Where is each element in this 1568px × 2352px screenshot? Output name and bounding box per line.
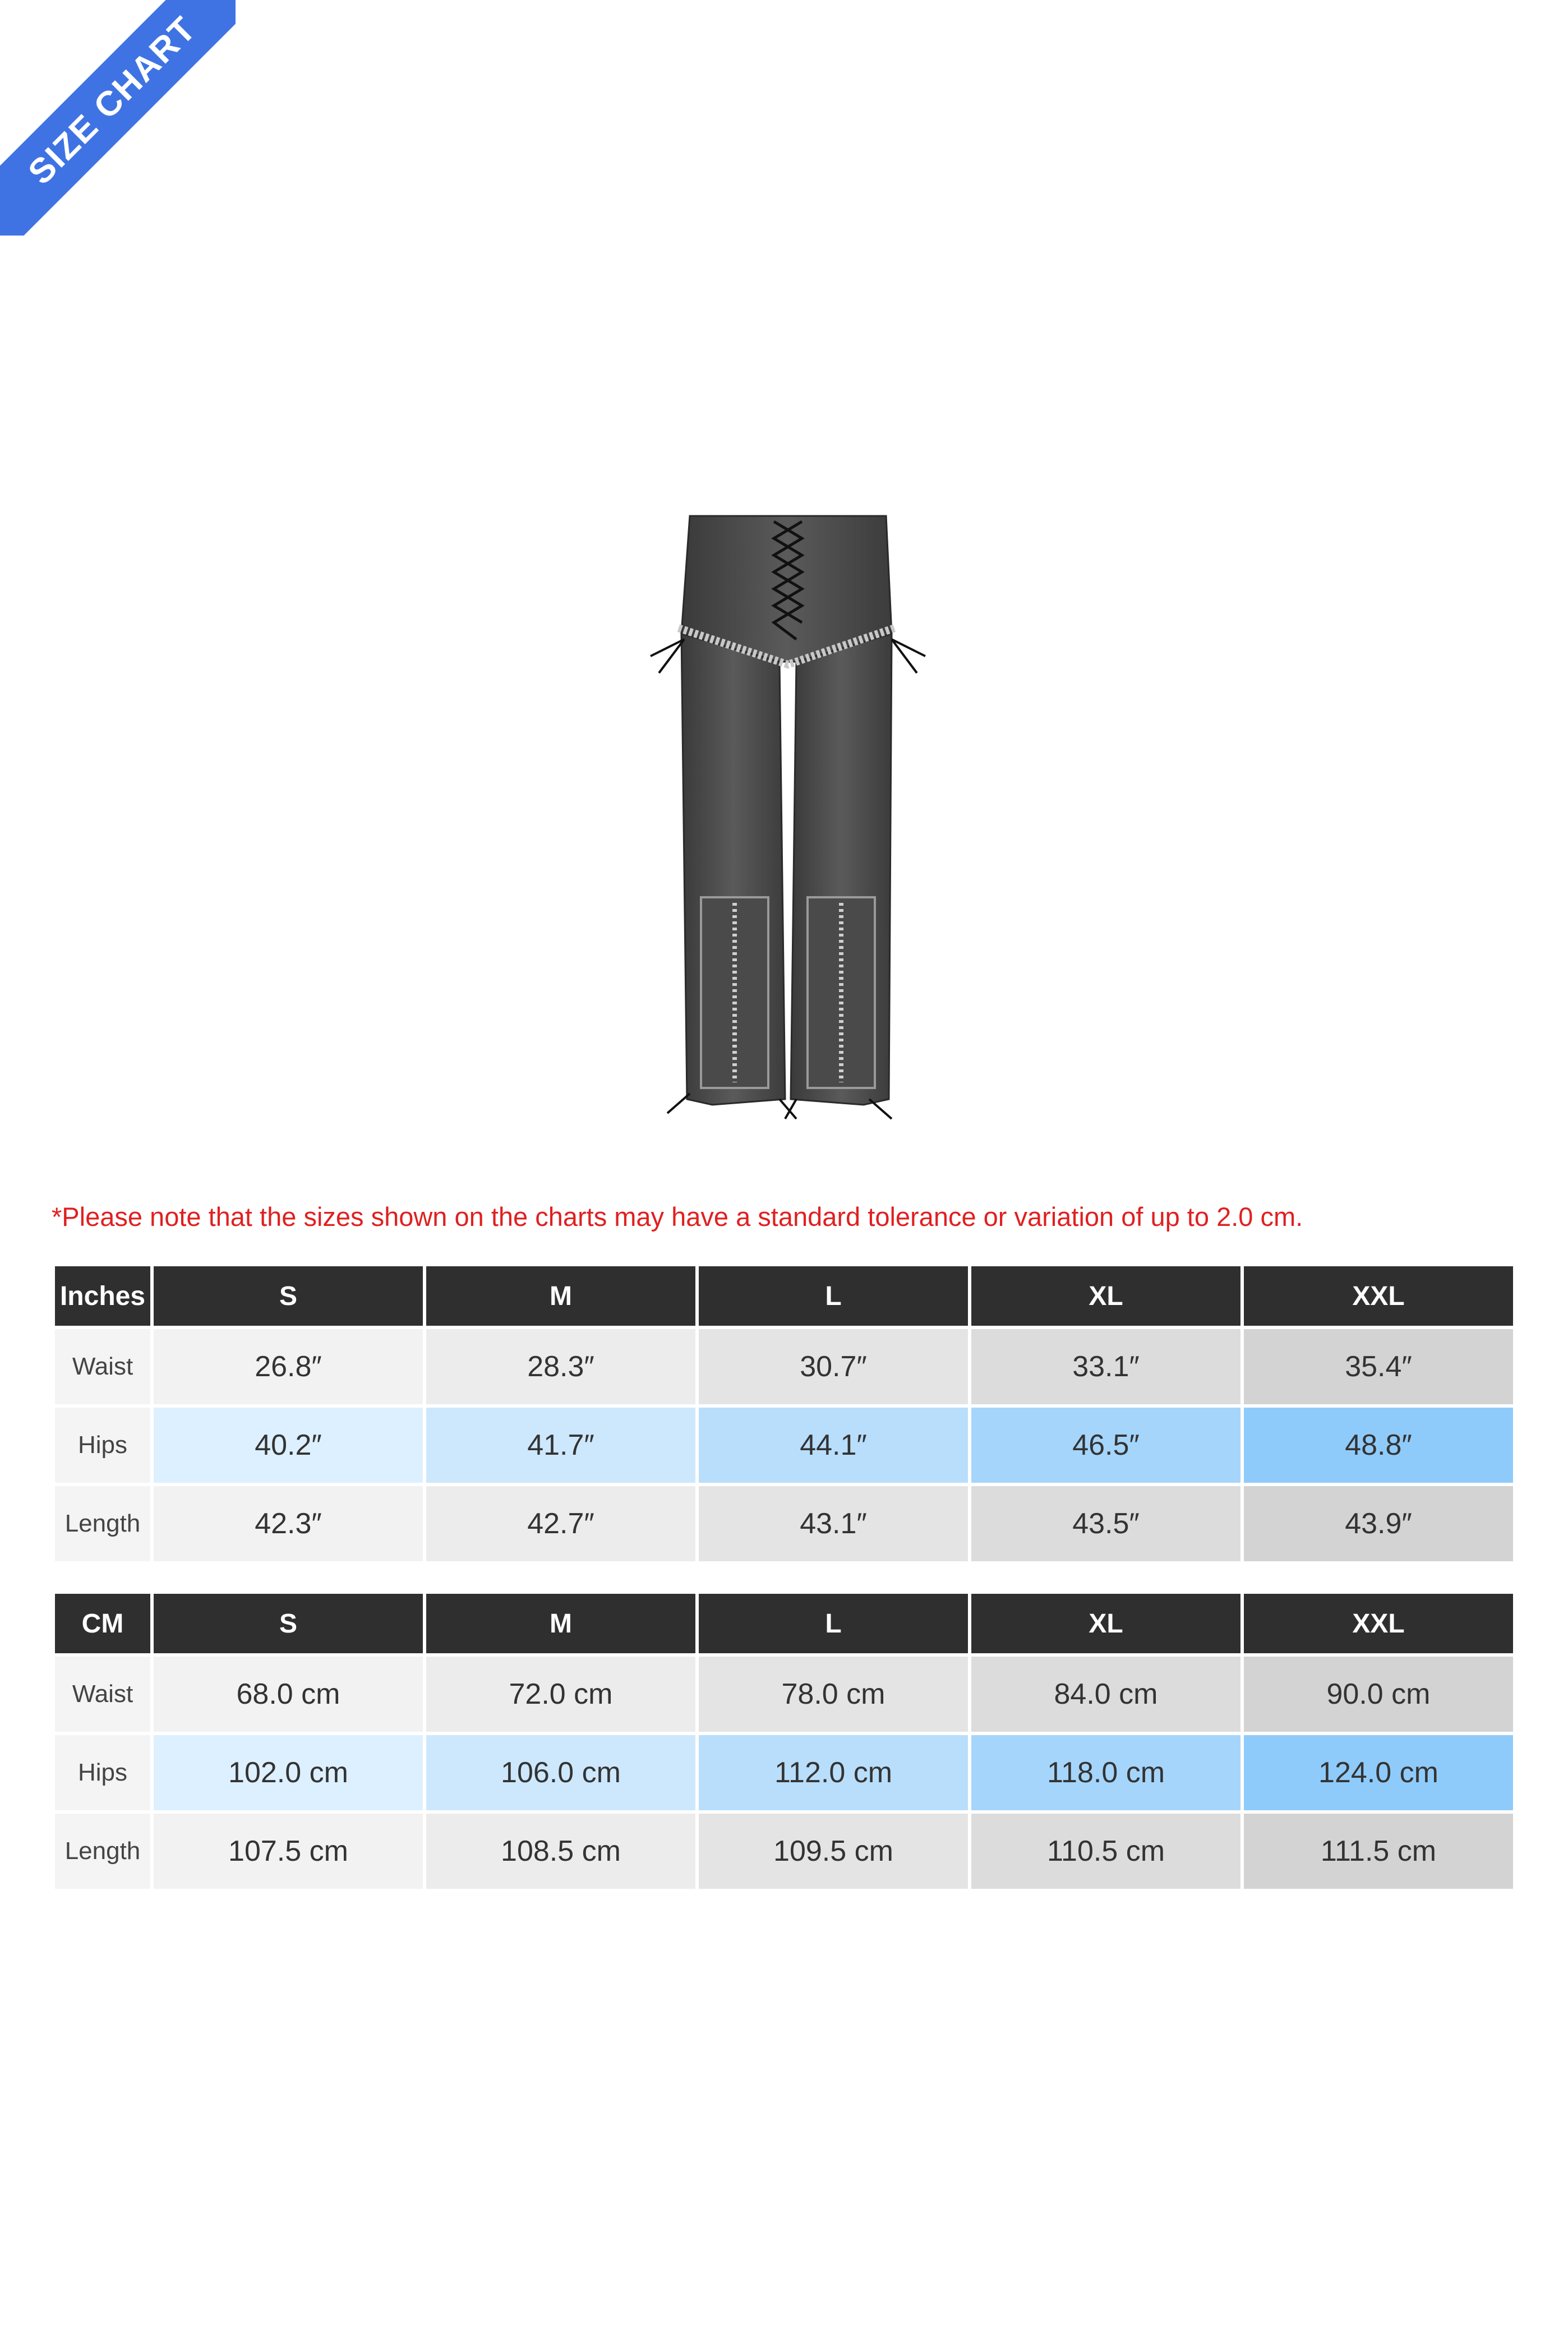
- table-cell: 78.0 cm: [699, 1657, 968, 1732]
- table-cell: 43.9″: [1244, 1486, 1513, 1561]
- size-header: XL: [971, 1266, 1240, 1326]
- cm-size-table: [52, 1590, 1516, 1892]
- table-cell: 102.0 cm: [154, 1735, 423, 1810]
- row-label: Hips: [55, 1408, 150, 1483]
- table-header-row: [55, 1266, 1513, 1326]
- row-label: Waist: [55, 1329, 150, 1404]
- table-cell: 124.0 cm: [1244, 1735, 1513, 1810]
- row-label: Length: [55, 1486, 150, 1561]
- table-cell: 41.7″: [426, 1408, 695, 1483]
- jeans-icon: [628, 505, 942, 1133]
- inches-size-table: [52, 1263, 1516, 1565]
- size-header: S: [154, 1594, 423, 1653]
- table-cell: 48.8″: [1244, 1408, 1513, 1483]
- size-chart-badge: [0, 0, 236, 236]
- table-cell: 106.0 cm: [426, 1735, 695, 1810]
- size-header: XL: [971, 1594, 1240, 1653]
- table-row: [55, 1814, 1513, 1889]
- table-cell: 72.0 cm: [426, 1657, 695, 1732]
- table-cell: 33.1″: [971, 1329, 1240, 1404]
- size-header: M: [426, 1266, 695, 1326]
- table-cell: 90.0 cm: [1244, 1657, 1513, 1732]
- size-header: M: [426, 1594, 695, 1653]
- row-label: Waist: [55, 1657, 150, 1732]
- table-header-row: [55, 1594, 1513, 1653]
- table-cell: 110.5 cm: [971, 1814, 1240, 1889]
- table-row: [55, 1408, 1513, 1483]
- table-cell: 68.0 cm: [154, 1657, 423, 1732]
- table-row: [55, 1657, 1513, 1732]
- table-cell: 111.5 cm: [1244, 1814, 1513, 1889]
- table-cell: 118.0 cm: [971, 1735, 1240, 1810]
- table-row: [55, 1486, 1513, 1561]
- table-cell: 35.4″: [1244, 1329, 1513, 1404]
- unit-label: Inches: [55, 1266, 150, 1326]
- table-cell: 42.3″: [154, 1486, 423, 1561]
- table-cell: 43.5″: [971, 1486, 1240, 1561]
- size-chart-badge-label: SIZE CHART: [0, 0, 236, 236]
- table-cell: 108.5 cm: [426, 1814, 695, 1889]
- row-label: Hips: [55, 1735, 150, 1810]
- table-cell: 109.5 cm: [699, 1814, 968, 1889]
- size-header: L: [699, 1594, 968, 1653]
- table-cell: 44.1″: [699, 1408, 968, 1483]
- table-cell: 43.1″: [699, 1486, 968, 1561]
- table-cell: 40.2″: [154, 1408, 423, 1483]
- table-cell: 84.0 cm: [971, 1657, 1240, 1732]
- unit-label: CM: [55, 1594, 150, 1653]
- table-cell: 28.3″: [426, 1329, 695, 1404]
- table-row: [55, 1329, 1513, 1404]
- table-cell: 26.8″: [154, 1329, 423, 1404]
- table-cell: 42.7″: [426, 1486, 695, 1561]
- table-cell: 107.5 cm: [154, 1814, 423, 1889]
- size-header: L: [699, 1266, 968, 1326]
- product-image: [628, 505, 942, 1133]
- size-header: XXL: [1244, 1266, 1513, 1326]
- table-cell: 112.0 cm: [699, 1735, 968, 1810]
- row-label: Length: [55, 1814, 150, 1889]
- table-row: [55, 1735, 1513, 1810]
- size-header: S: [154, 1266, 423, 1326]
- tolerance-note: *Please note that the sizes shown on the charts may have a standard tolerance or variation of up to 2.0 cm.: [52, 1202, 1303, 1232]
- table-cell: 46.5″: [971, 1408, 1240, 1483]
- table-cell: 30.7″: [699, 1329, 968, 1404]
- size-header: XXL: [1244, 1594, 1513, 1653]
